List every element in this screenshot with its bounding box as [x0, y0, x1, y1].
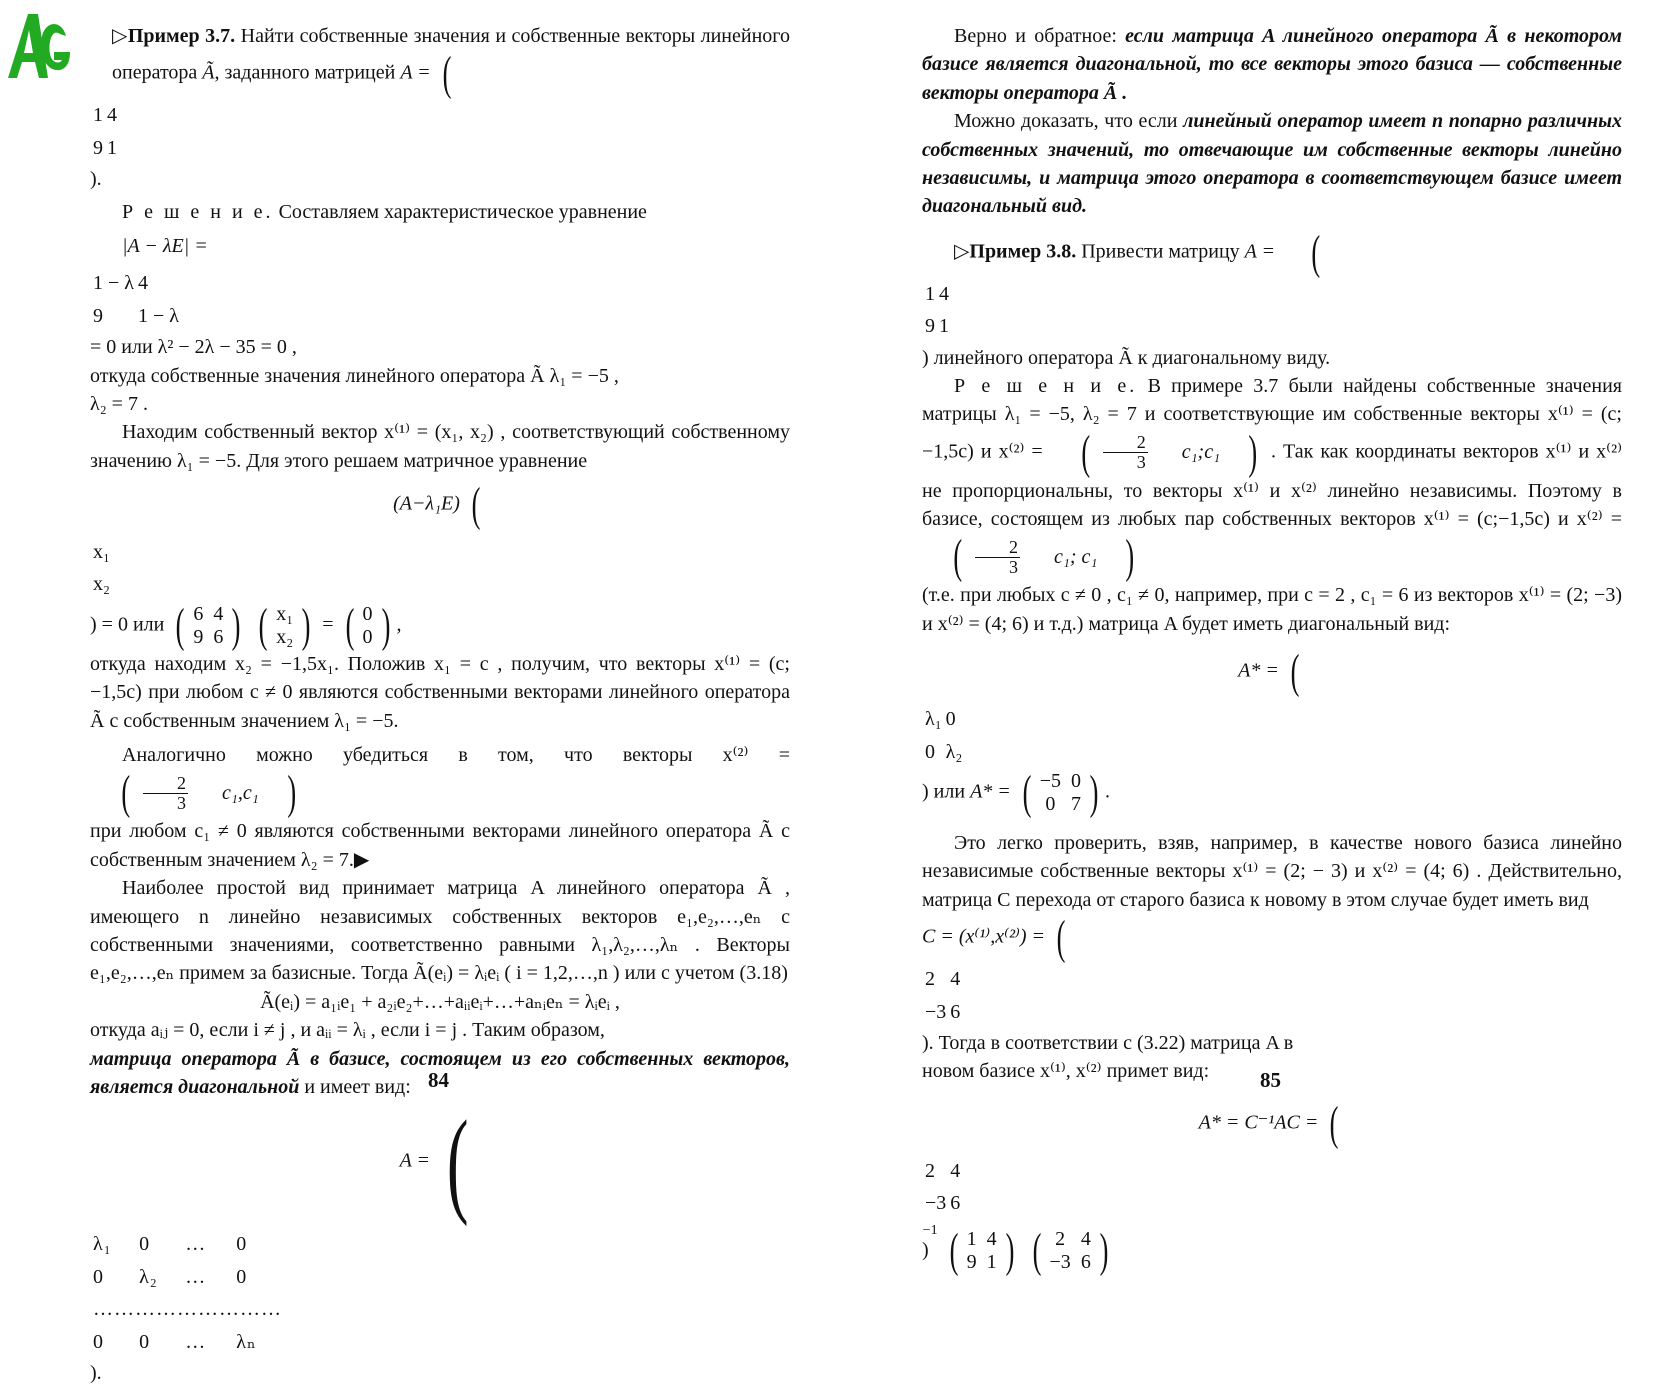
analog-text-2: при любом c₁ ≠ 0 являются собственными векторами линейного оператора Ã с собственным значением λ₂ = 7.▶ [90, 820, 790, 871]
new-basis-text: новом базисе x⁽¹⁾, x⁽²⁾ примет вид: [922, 1060, 1210, 1083]
converse-text: Верно и обратное: если матрица A линейного оператора Ã в некотором базисе является диагональной, то все векторы этого базиса — собственные векторы оператора Ã . [922, 25, 1622, 104]
solution-3-7: Р е ш е н и е. Составляем характеристическое уравнение [122, 200, 647, 223]
solution-3-8-cont: (т.е. при любых c ≠ 0 , c₁ ≠ 0, например, при c = 2 , c₁ = 6 из векторов x⁽¹⁾ = (2; −3) и x⁽²⁾ = (4; 6) и т.д.) матрица A будет иметь диагональный вид: [922, 584, 1622, 635]
page-left: ▷Пример 3.7. Найти собственные значения и собственные векторы линейного оператора Ã, заданного матрицей A = ( 1 4 9 1 ). Р е ш е н и е. Составляем характеристическое уравнение |A − λE| = 1 − λ 4 9 1 − λ = 0 или λ² − 2λ − 35 = 0 , откуда собственные значения линейного оператора Ã λ₁ = −5 , λ₂ = 7 . Находим собственный вектор x⁽¹⁾ = (x₁, x₂) , соответствующий собственному значению λ₁ = −5. Для этого решаем матричное уравнение (A−λ₁E) ( x₁ x₂ ) = 0 или ( 6 4 9 6 ) ( x₁ x₂ ) = ( 0 0 ) , откуда находим x₂ = −1,5x₁. Положив x₁ = c , получим, что векторы x⁽¹⁾ = (c; −1,5c) при любом c ≠ 0 являются собственными векторами линейного оператора Ã с собственным значением λ₁ = −5. Аналогично можно убедиться в том, что векторы x⁽²⁾ = ( $\frac{2}{3}$ c₁,c₁ ) при любом c₁ ≠ 0 являются собственными векторами линейного оператора Ã с собственным значением λ₂ = 7.▶ Наиболее простой вид принимает матрица A линейного оператора Ã , имеющего n линейно независимых собственных векторов e₁,e₂,…,eₙ с собственными значениями, соответственно равными λ₁,λ₂,…,λₙ . Векторы e₁,e₂,…,eₙ примем за базисные. Тогда Ã(eᵢ) = λᵢeᵢ ( i = 1,2,…,n ) или с учетом (3.18) Ã(eᵢ) = a₁ᵢe₁ + a₂ᵢe₂+…+aᵢᵢeᵢ+…+aₙᵢeₙ = λᵢeᵢ , откуда aᵢⱼ = 0, если i ≠ j , и aᵢᵢ = λᵢ , если i = j . Таким образом, матрица оператора Ã в базисе, состоящем из его собственных векторов, является диагональной и имеет вид: A = ( λ₁ 0 … 0 0 λ₂ … 0 ……………………… 0 0 … λₙ ). [90, 18, 790, 1387]
result-text: откуда находим x₂ = −1,5x₁. Положив x₁ = c , получим, что векторы x⁽¹⁾ = (c; −1,5c) при любом c ≠ 0 являются собственными векторами линейного оператора Ã с собственным значением λ₁ = −5. [90, 652, 790, 732]
prove-text: Можно доказать, что если линейный оператор имеет n попарно различных собственных значений, то отвечающие им собственные векторы линейно независимы, и матрица этого оператора в соответствующем базисе имеет диагональный вид. [922, 110, 1622, 218]
solution-3-8: Р е ш е н и е. В примере 3.7 были найдены собственные значения матрицы λ₁ = −5, λ₂ = 7 и соответствующие им собственные векторы x⁽¹⁾ = (c;−1,5c) и x⁽²⁾ = ( $\frac{2}{3}$ c₁;c₁ ) . Так как координаты векторов x⁽¹⁾ и x⁽²⁾ не пропорциональны, то векторы x⁽¹⁾ и x⁽²⁾ линейно независимы. Поэтому в базисе, состоящем из любых пар собственных векторов x⁽¹⁾ = (c;−1,5c) и x⁽²⁾ = ( $\frac{2}{3}$ c₁; c₁ ) [922, 374, 1623, 584]
sum-formula: Ã(eᵢ) = a₁ᵢe₁ + a₂ᵢe₂+…+aᵢᵢeᵢ+…+aₙᵢeₙ = λᵢeᵢ , [260, 990, 620, 1013]
diagonal-result: A* = ( [1238, 645, 1300, 699]
diagonal-statement: матрица оператора Ã в базисе, состоящем из его собственных векторов, является диагональной и имеет вид: [90, 1047, 790, 1098]
matrix-A-right: ( [1311, 225, 1321, 279]
page-number-left: 84 [428, 1068, 449, 1092]
transition-matrix: C = (x⁽¹⁾,x⁽²⁾) = ( [922, 911, 1066, 965]
example-3-8-heading: ▷Пример 3.8. Привести матрицу A = ( [922, 229, 1622, 277]
eigenvalues-text: откуда собственные значения линейного оператора Ã λ₁ = −5 , λ₂ = 7 . [90, 364, 619, 415]
diagonal-matrix: A = ( [399, 1096, 469, 1228]
simple-form-text: Наиболее простой вид принимает матрица A линейного оператора Ã , имеющего n линейно независимых собственных векторов e₁,e₂,…,eₙ с собственными значениями, соответственно равными λ₁,λ₂,…,λₙ . Векторы e₁,e₂,…,eₙ примем за базисные. Тогда Ã(eᵢ) = λᵢeᵢ ( i = 1,2,…,n ) или с учетом (3.18) [90, 877, 790, 985]
page-number-right: 85 [1260, 1068, 1281, 1092]
characteristic-equation: |A − λE| = [122, 234, 208, 257]
matrix-equation: (A−λ₁E) ( [393, 478, 481, 532]
matrix-A: ( [442, 47, 452, 101]
analog-text: Аналогично можно убедиться в том, что векторы x⁽²⁾ = ( $\frac{2}{3}$ c₁,c₁ ) [121, 744, 790, 820]
example-3-7-heading: ▷Пример 3.7. Найти собственные значения и собственные векторы линейного оператора Ã, заданного матрицей A = ( [112, 25, 790, 101]
find-eigenvector-text: Находим собственный вектор x⁽¹⁾ = (x₁, x₂) , соответствующий собственному значению λ₁ = −5. Для этого решаем матричное уравнение [90, 421, 790, 472]
thus-text: откуда aᵢⱼ = 0, если i ≠ j , и aᵢᵢ = λᵢ , если i = j . Таким образом, [90, 1019, 605, 1042]
page-right: Верно и обратное: если матрица A линейного оператора Ã в некотором базисе является диагональной, то все векторы этого базиса — собственные векторы оператора Ã . Можно доказать, что если линейный оператор имеет n попарно различных собственных значений, то отвечающие им собственные векторы линейно независимы, и матрица этого оператора в соответствующем базисе имеет диагональный вид. ▷Пример 3.8. Привести матрицу A = ( 1 4 9 1 ) линейного оператора Ã к диагональному виду. Р е ш е н и е. В примере 3.7 были найдены собственные значения матрицы λ₁ = −5, λ₂ = 7 и соответствующие им собственные векторы x⁽¹⁾ = (c;−1,5c) и x⁽²⁾ = ( $\frac{2}{3}$ c₁;c₁ ) . Так как координаты векторов x⁽¹⁾ и x⁽²⁾ не пропорциональны, то векторы x⁽¹⁾ и x⁽²⁾ линейно независимы. Поэтому в базисе, состоящем из любых пар собственных векторов x⁽¹⁾ = (c;−1,5c) и x⁽²⁾ = ( $\frac{2}{3}$ c₁; c₁ ) (т.е. при любых c ≠ 0 , c₁ ≠ 0, например, при c = 2 , c₁ = 6 из векторов x⁽¹⁾ = (2; −3) и x⁽²⁾ = (4; 6) и т.д.) матрица A будет иметь диагональный вид: A* = ( λ₁ 0 0 λ₂ ) или A* = ( −5 0 0 7 ) . Это легко проверить, взяв, например, в качестве нового базиса линейно независимые собственные векторы x⁽¹⁾ = (2; − 3) и x⁽²⁾ = (4; 6) . Действительно, матрица C перехода от старого базиса к новому в этом случае будет иметь вид C = (x⁽¹⁾,x⁽²⁾) = ( 2 4 −3 6 ). Тогда в соответствии с (3.22) матрица A в новом базисе x⁽¹⁾, x⁽²⁾ примет вид: A* = C⁻¹AC = ( 2 4 −3 6 )$^{-1}$ ( 1 4 9 1 ) ( 2 4 −3 6 ) [922, 18, 1622, 1275]
final-formula: A* = C⁻¹AC = ( [1198, 1096, 1339, 1150]
ag-logo [2, 6, 72, 88]
check-text: Это легко проверить, взяв, например, в качестве нового базиса линейно независимые собственные векторы x⁽¹⁾ = (2; − 3) и x⁽²⁾ = (4; 6) . Действительно, матрица C перехода от старого базиса к новому в этом случае будет иметь вид [922, 832, 1622, 911]
